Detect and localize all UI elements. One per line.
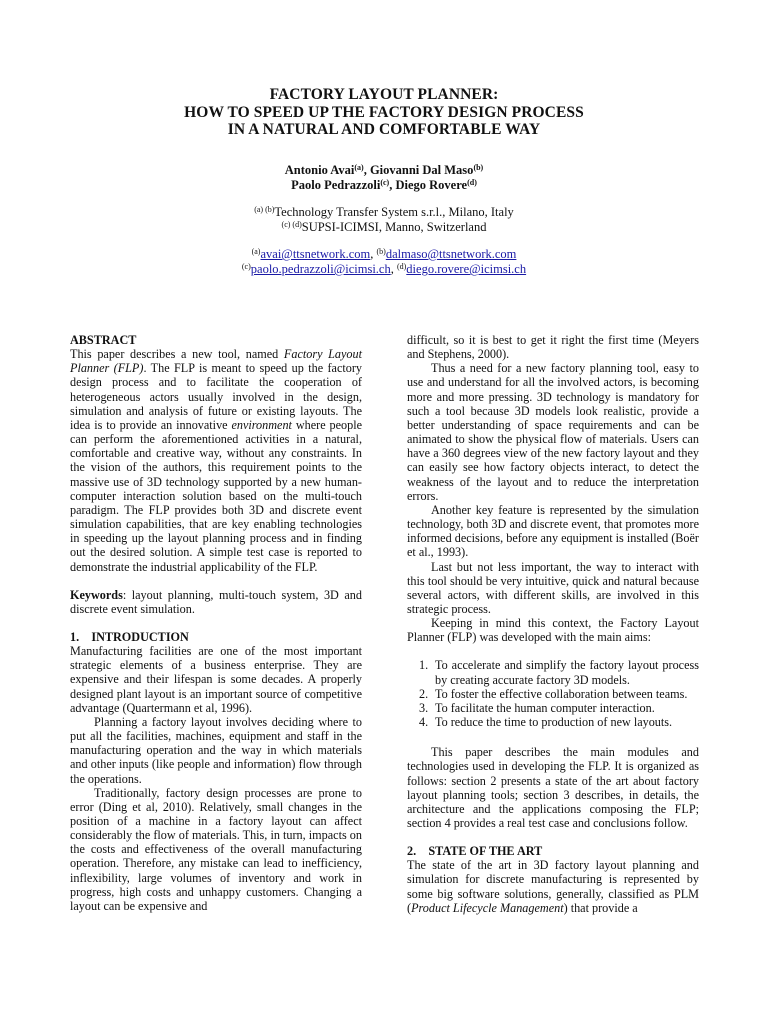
paragraph: Traditionally, factory design processes are prone to error (Ding et al, 2010). Relatively, small changes in the position of a machine in a factory layout can affect considerably the flow of materials. This, in turn, impacts on the costs and effectiveness of the overall manufacturing operation. Therefore, any mistake can lead to inefficiency, inflexibility, large volumes of inventory and work in progress, high costs and unhappy customers. Changing a layout can be expensive and <box>70 785 362 913</box>
paper-title <box>0 86 768 139</box>
keywords: Keywords: layout planning, multi-touch system, 3D and discrete event simulation. <box>70 587 362 616</box>
paragraph: Thus a need for a new factory planning tool, easy to use and understand for all the involved actors, is becoming more and more pressing. 3D technology is mandatory for such a tool because 3D models look realistic, provide a better understanding of space requirements and can be animated to show the physical flow of materials. Users can have a 360 degrees view of the new factory layout and they can easily see how factory objects interact, to detect the weakness of the layout and to reduce the interpretation errors. <box>407 361 699 503</box>
author-name: Giovanni Dal Maso <box>369 163 474 177</box>
paragraph: Manufacturing facilities are one of the most important strategic elements of a business enterprise. They are expensive and their lifespan is some decades. A properly designed plant layout is an important source of competitive advantage (Quartermann et al, 1996). <box>70 644 362 715</box>
title-line-3: IN A NATURAL AND COMFORTABLE WAY <box>227 121 541 138</box>
affiliations: $^{(a) (b)}$Technology Transfer System s.r.l., Milano, Italy $^{(c) (d)}$SUPSI-ICIMSI, Manno, Switzerland <box>254 205 514 234</box>
list-item: 1. To accelerate and simplify the factory layout process by creating accurate factory 3D models. <box>419 658 699 687</box>
author-name: Paolo Pedrazzoli <box>291 178 381 192</box>
affiliation-2: SUPSI-ICIMSI, Manno, Switzerland <box>301 220 487 234</box>
email-link-rovere[interactable]: diego.rovere@icimsi.ch <box>406 262 527 276</box>
paragraph: Another key feature is represented by the simulation technology, both 3D and discrete event, that promotes more informed decisions, before any equipment is installed (Boër et al., 1993). <box>407 502 699 560</box>
abstract-heading: ABSTRACT <box>70 333 137 347</box>
section-heading-state-of-the-art: 2. STATE OF THE ART <box>407 844 543 859</box>
list-item: 4. To reduce the time to production of new layouts. <box>419 715 673 730</box>
title-line-2: HOW TO SPEED UP THE FACTORY DESIGN PROCESS <box>184 103 584 121</box>
author-list: Antonio Avai$^{(a)}$, Giovanni Dal Maso$^{(b)}$ Paolo Pedrazzoli$^{(c)}$, Diego Rovere$^{(d)}$ <box>284 163 484 192</box>
list-item: 2. To foster the effective collaboration between teams. <box>419 686 688 701</box>
left-column <box>70 333 362 913</box>
right-column <box>407 333 699 915</box>
email-link-avai[interactable]: avai@ttsnetwork.com <box>260 247 371 261</box>
abstract-text: This paper describes a new tool, named Factory Layout Planner (FLP). The FLP is meant to speed up the factory design process and to facilitate the cooperation of heterogeneous actors usually involved in the design, simulation and analysis of future or existing layouts. The idea is to provide an innovative environment where people can perform the aforementioned activities in a natural, comfortable and creative way, without any constraints. In the vision of the authors, this requirement points to the massive use of 3D technology supported by a new human-computer interaction solution based on the multi-touch paradigm. The FLP provides both 3D and discrete event simulation capabilities, that are key enabling technologies in speeding up the layout planning process and in finding out the desired solution. A simple test case is reported to demonstrate the industrial applicability of the FLP. <box>70 347 362 574</box>
section-heading-introduction: 1. INTRODUCTION <box>70 629 189 644</box>
author-name: Antonio Avai <box>284 163 355 177</box>
email-link-pedrazzoli[interactable]: paolo.pedrazzoli@icimsi.ch <box>250 262 391 276</box>
paragraph: difficult, so it is best to get it right the first time (Meyers and Stephens, 2000). <box>407 333 699 362</box>
author-emails: $^{(a)}$avai@ttsnetwork.com, $^{(b)}$dalmaso@ttsnetwork.com $^{(c)}$paolo.pedrazzoli@icimsi.ch, $^{(d)}$diego.rovere@icimsi.ch <box>241 247 527 276</box>
paragraph: Keeping in mind this context, the Factory Layout Planner (FLP) was developed with the main aims: <box>407 616 699 645</box>
list-item: 3. To facilitate the human computer interaction. <box>419 700 655 715</box>
title-line-1: FACTORY LAYOUT PLANNER: <box>269 86 499 103</box>
author-name: Diego Rovere <box>395 178 468 192</box>
paragraph: Planning a factory layout involves deciding where to put all the facilities, machines, equipment and staff in the manufacturing operation and the way in which materials and other inputs (like people and information) flow through the operations. <box>70 714 362 786</box>
paragraph: The state of the art in 3D factory layout planning and simulation for discrete manufacturing is represented by some big software solutions, generally, classified as PLM (Product Lifecycle Management) that provide a <box>407 858 699 915</box>
paragraph: Last but not less important, the way to interact with this tool should be very intuitive, quick and natural because several actors, with different skills, are involved in this strategic process. <box>407 559 699 616</box>
aims-list <box>407 658 699 729</box>
affiliation-1: Technology Transfer System s.r.l., Milano, Italy <box>274 205 514 219</box>
paragraph: This paper describes the main modules and technologies used in developing the FLP. It is organized as follows: section 2 presents a state of the art about factory layout planning tools; section 3 describes, in details, the architecture and the applications composing the FLP; section 4 provides a real test case and conclusions follow. <box>407 745 699 830</box>
email-link-dalmaso[interactable]: dalmaso@ttsnetwork.com <box>385 247 517 261</box>
